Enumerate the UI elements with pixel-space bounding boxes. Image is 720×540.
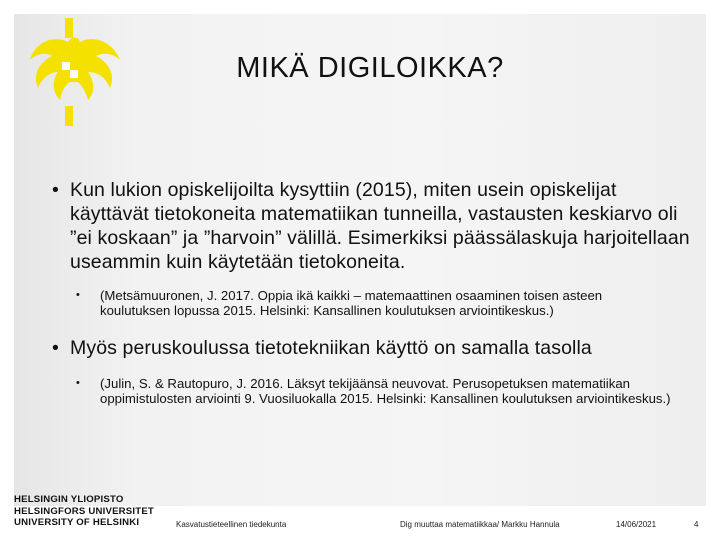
- university-name-logo: [14, 494, 174, 529]
- footer-department: Kasvatustieteellinen tiedekunta: [176, 520, 287, 529]
- sub-bullet-text: Kansallinen koulutuksen arviointikeskus.): [430, 391, 671, 406]
- slide-content: [52, 178, 692, 406]
- sub-bullet-item: [52, 288, 672, 318]
- bullet-item: [52, 178, 692, 274]
- sub-bullet-item: [52, 376, 672, 406]
- slide-title: MIKÄ DIGILOIKKA?: [236, 52, 504, 84]
- sub-bullet-text: (Metsämuuronen, J. 2017. Oppia ikä kaikki – matemaattinen osaaminen toisen asteen koulutuksen lopussa 2015. Helsinki: Kansallinen koulutuksen arviointikeskus.): [100, 288, 603, 318]
- footer-date: 14/06/2021: [616, 520, 657, 529]
- footer-presentation: Dig muuttaa matematiikkaa/ Markku Hannula: [400, 520, 560, 529]
- bullet-symbol: •: [52, 179, 59, 201]
- sub-bullet-symbol: •: [76, 377, 80, 389]
- university-name-en: UNIVERSITY OF HELSINKI: [14, 517, 140, 528]
- sub-bullet-text: (Julin, S. & Rautopuro, J. 2016. Läksyt tekijäänsä neuvovat. Perusopetuksen matematiikan oppimistulosten arviointi 9. Vuosiluokalla 2015.: [100, 376, 630, 406]
- sub-bullet-symbol: •: [76, 289, 80, 301]
- bullet-text: Kun lukion opiskelijoilta kysyttiin (2015), miten usein opiskelijat käyttävät tietokoneita matematiikan tunneilla, vastausten keskiarvo oli ”ei koskaan” ja ”harvoin” välillä. Esimerkiksi päässälaskuja harjoitellaan useammin kuin käytetään tietokoneita.: [70, 179, 690, 273]
- university-name-fi: HELSINGIN YLIOPISTO: [14, 494, 124, 505]
- bullet-item: [52, 336, 672, 360]
- helsinki-flame-logo-icon: [22, 14, 134, 126]
- sub-bullet-text-light: Helsinki:: [376, 391, 427, 406]
- bullet-text: Myös peruskoulussa tietotekniikan käyttö on samalla tasolla: [70, 337, 592, 359]
- university-name-sv: HELSINGFORS UNIVERSITET: [14, 505, 154, 517]
- bullet-symbol: •: [52, 337, 59, 359]
- footer-page-number: 4: [694, 520, 699, 529]
